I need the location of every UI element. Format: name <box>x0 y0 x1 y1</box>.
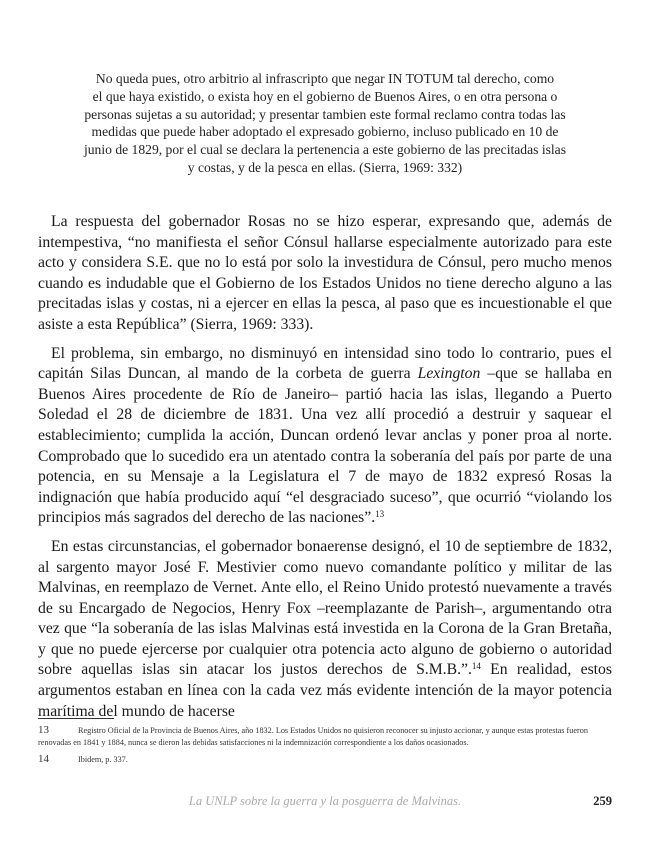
quote-line: y costas, y de la pesca en ellas. (Sierra, 1969: 332) <box>187 159 463 175</box>
footnote-number: 14 <box>38 753 49 766</box>
footnote-number: 13 <box>38 724 49 736</box>
paragraph-2-text-a: El problema, sin embargo, no disminuyó en intensidad sino todo lo contrario, pues el capitán Silas Duncan, al mando de la corbeta de guerra <box>38 344 612 383</box>
quote-line: medidas que puede haber adoptado el expresado gobierno, incluso publicado en 10 de <box>91 124 559 140</box>
quote-line: el que haya existido, o exista hoy en el gobierno de Buenos Aires, o en otra persona o <box>92 88 558 104</box>
paragraph-3-text-a: En estas circunstancias, el gobernador bonaerense designó, el 10 de septiembre de 1832, al sargento mayor José F. Mestivier como nuevo comandante político y militar de las Malvinas, en reemplazo de Vernet. Ante ello, el Reino Unido protestó nuevamente a través de su Encargado de Negocios, Henry Fox –reemplazante de Parish–, argumentando otra vez que “la soberanía de las islas Malvinas está investida en la Corona de la Gran Bretaña, y que no puede ejercerse por cualquier otra potencia acto alguno de gobierno o autoridad sobre aquellas islas sin atacar los justos derechos de S.M.B.”. <box>38 537 612 679</box>
footnotes <box>38 725 618 772</box>
footnote-divider <box>38 718 114 719</box>
footnote-ref-14[interactable]: 14 <box>471 661 481 672</box>
body-text <box>38 212 612 722</box>
paragraph-2 <box>38 344 612 529</box>
quote-line: personas sujetas a su autoridad; y presentar tambien este formal reclamo contra todas las <box>84 106 566 122</box>
footnote-ref-13[interactable]: 13 <box>375 509 385 520</box>
quote-line: junio de 1829, por el cual se declara la pertenencia a este gobierno de las precitadas islas <box>83 142 566 158</box>
footnote-text: Ibidem, p. 337. <box>78 755 128 765</box>
paragraph-1: La respuesta del gobernador Rosas no se hizo esperar, expresando que, además de intempestiva, “no manifiesta el señor Cónsul hallarse especialmente autorizado para este acto y considera S.E. que no lo está por solo la investidura de Cónsul, pero mucho menos cuando es indudable que el Gobierno de los Estados Unidos no tiene derecho alguno a las precitadas islas y costas, ni a ejercer en ellas la pesca, al paso que es incuestionable el que asiste a esta República” (Sierra, 1969: 333). <box>38 213 612 333</box>
footnote-text: Registro Oficial de la Provincia de Buenos Aires, año 1832. Los Estados Unidos no quisieron reconocer su injusto accionar, y aunque estas protestas fueron renovadas en 1841 y 1884, nunca se dieron las debidas satisfacciones ni la indemnización correspondiente a los daños ocasionados. <box>38 726 588 747</box>
quote-line: No queda pues, otro arbitrio al infrascripto que negar IN TOTUM tal derecho, como <box>95 71 555 86</box>
footnote-13 <box>38 725 618 748</box>
ship-name: Lexington <box>417 365 481 383</box>
page-number: 259 <box>593 794 612 808</box>
footnote-14 <box>38 754 618 766</box>
block-quote <box>58 70 592 177</box>
paragraph-3-text-b: En realidad, estos argumentos estaban en línea con la cada vez más evidente intención de la mayor potencia marítima del mundo de hacerse <box>38 661 612 720</box>
paragraph-2-text-b: –que se hallaba en Buenos Aires procedente de Río de Janeiro– partió hacia las islas, llegando a Puerto Soledad el 28 de diciembre de 1831. Una vez allí procedió a destruir y saquear el establecimiento; cumplida la acción, Duncan ordenó levar anclas y poner proa al norte. Comprobado que lo sucedido era un atentado contra la soberanía del país por parte de una potencia, en su Mensaje a la Legislatura el 7 de mayo de 1832 expresó Rosas la indignación que había producido aquí “el desgraciado suceso”, que ocurrió “violando los principios más sagrados del derecho de las naciones”. <box>38 365 612 527</box>
page-footer <box>38 794 612 812</box>
paragraph-3 <box>38 537 612 722</box>
running-footer-title: La UNLP sobre la guerra y la posguerra de Malvinas. <box>188 794 462 808</box>
